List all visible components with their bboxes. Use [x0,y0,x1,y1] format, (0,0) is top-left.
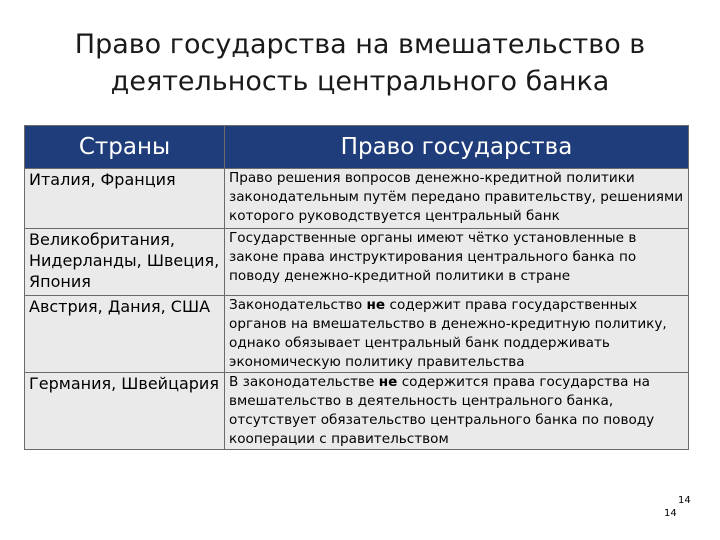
state-right-cell [225,373,689,450]
country-cell: Италия, Франция [25,169,225,229]
header-state-right: Право государства [225,126,689,169]
page-number: 14 [678,495,691,506]
slide-title [0,26,720,100]
countries-rights-table [24,125,689,450]
country-cell: Австрия, Дания, США [25,296,225,373]
header-countries: Страны [25,126,225,169]
right-text-after: содержит права государственных органов на вмешательство в денежно-кредитную политику, однако обязывает центральный банк поддерживать экономическую политику правительства [229,297,667,370]
emphasis-not: не [366,297,386,313]
table-row [25,296,689,373]
emphasis-not: не [378,374,398,390]
country-cell: Великобритания, Нидерланды, Швеция, Япония [25,229,225,296]
title-line-1: Право государства на вмешательство в [74,29,646,60]
table-row [25,169,689,229]
right-text-before: В законодательстве [229,374,379,390]
title-line-2: деятельность центрального банка [110,66,610,97]
country-cell: Германия, Швейцария [25,373,225,450]
table-row [25,373,689,450]
table-row [25,229,689,296]
page-number-secondary: 14 [664,508,677,519]
state-right-cell [225,296,689,373]
state-right-cell [225,169,689,229]
right-text-after: содержится права государства на вмешательство в деятельность центрального банка, отсутствует обязательство центрального банка по поводу кооперации с правительством [229,374,655,447]
right-text: Право решения вопросов денежно-кредитной политики законодательным путём передано правительству, решениями которого руководствуется центральный банк [229,170,684,224]
right-text-before: Законодательство [229,297,367,313]
right-text: Государственные органы имеют чётко установленные в законе права инструктирования центрального банка по поводу денежно-кредитной политики в стране [229,230,637,284]
state-right-cell [225,229,689,296]
table-header-row [25,126,689,169]
